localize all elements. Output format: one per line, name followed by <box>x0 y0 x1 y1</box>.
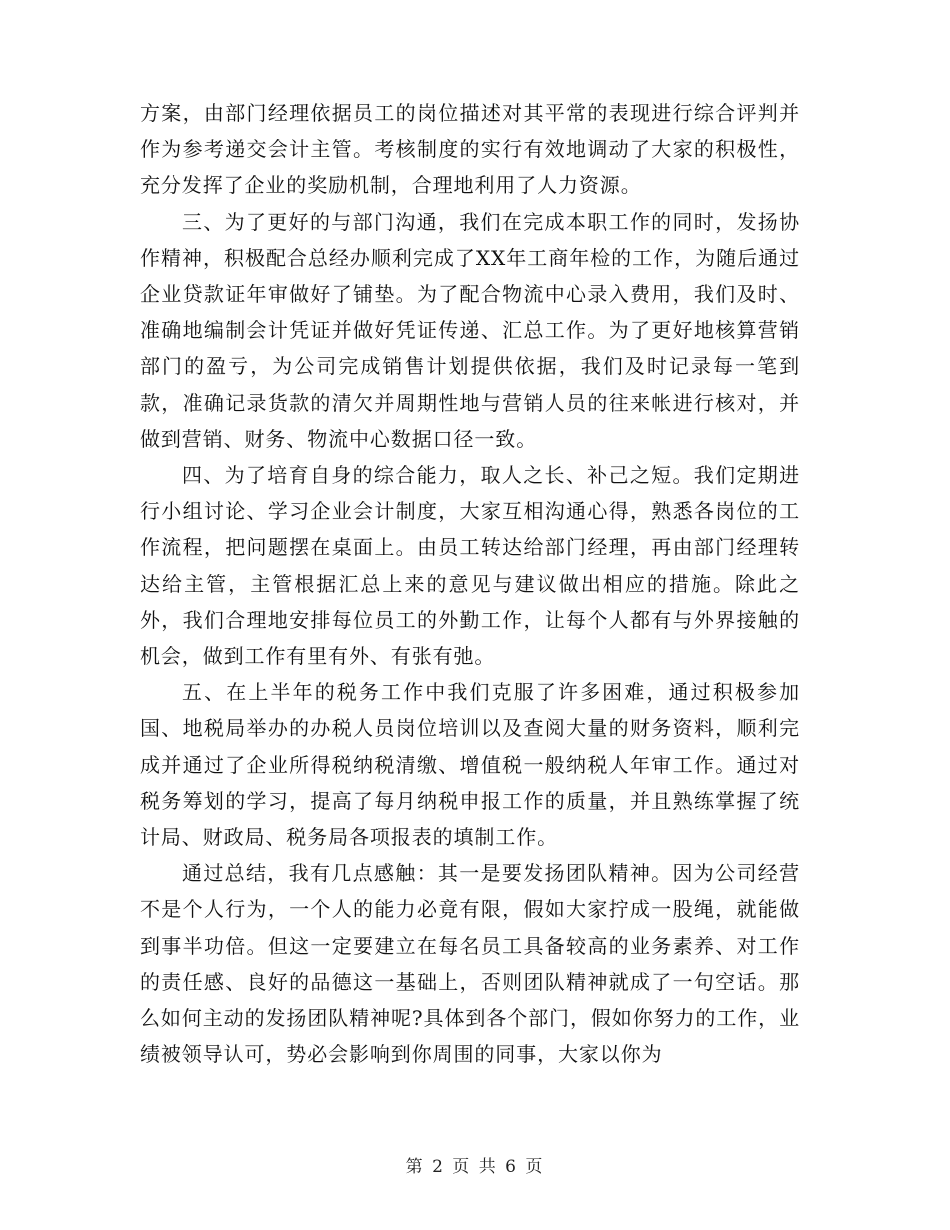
paragraph-1: 方案，由部门经理依据员工的岗位描述对其平常的表现进行综合评判并作为参考递交会计主管。考核制度的实行有效地调动了大家的积极性，充分发挥了企业的奖励机制，合理地利用了人力资源。 <box>140 101 800 198</box>
paragraph-2: 三、为了更好的与部门沟通，我们在完成本职工作的同时，发扬协作精神，积极配合总经办顺利完成了XX年工商年检的工作，为随后通过企业贷款证年审做好了铺垫。为了配合物流中心录入费用，我们及时、准确地编制会计凭证并做好凭证传递、汇总工作。为了更好地核算营销部门的盈亏，为公司完成销售计划提供依据，我们及时记录每一笔到款，准确记录货款的清欠并周期性地与营销人员的往来帐进行核对，并做到营销、财务、物流中心数据口径一致。 <box>140 209 800 451</box>
paragraph-5: 通过总结，我有几点感触：其一是要发扬团队精神。因为公司经营不是个人行为，一个人的能力必竟有限，假如大家拧成一股绳，就能做到事半功倍。但这一定要建立在每名员工具备较高的业务素养、对工作的责任感、良好的品德这一基础上，否则团队精神就成了一句空话。那么如何主动的发扬团队精神呢?具体到各个部门，假如你努力的工作，业绩被领导认可，势必会影响到你周围的同事，大家以你为 <box>140 861 800 1067</box>
paragraph-4: 五、在上半年的税务工作中我们克服了许多困难，通过积极参加国、地税局举办的办税人员岗位培训以及查阅大量的财务资料，顺利完成并通过了企业所得税纳税清缴、增值税一般纳税人年审工作。通过对税务筹划的学习，提高了每月纳税申报工作的质量，并且熟练掌握了统计局、财政局、税务局各项报表的填制工作。 <box>140 680 800 850</box>
page-footer: 第 2 页 共 6 页 <box>405 1157 545 1177</box>
paragraph-3: 四、为了培育自身的综合能力，取人之长、补己之短。我们定期进行小组讨论、学习企业会计制度，大家互相沟通心得，熟悉各岗位的工作流程，把问题摆在桌面上。由员工转达给部门经理，再由部门经理转达给主管，主管根据汇总上来的意见与建议做出相应的措施。除此之外，我们合理地安排每位员工的外勤工作，让每个人都有与外界接触的机会，做到工作有里有外、有张有弛。 <box>140 463 800 669</box>
document-body <box>140 95 800 1072</box>
